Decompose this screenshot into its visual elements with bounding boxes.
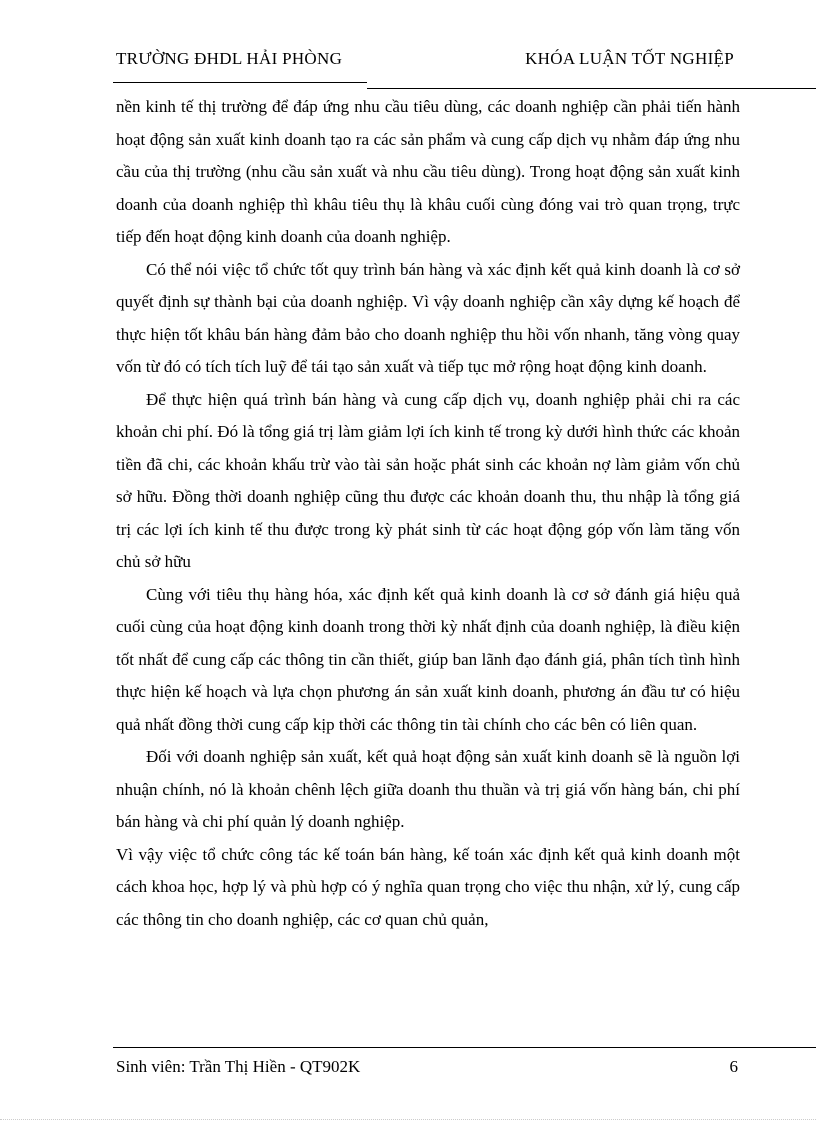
- body-text: [116, 91, 740, 936]
- paragraph: Vì vậy việc tổ chức công tác kế toán bán hàng, kế toán xác định kết quả kinh doanh một cách khoa học, hợp lý và phù hợp có ý nghĩa quan trọng cho việc thu nhận, xử lý, cung cấp các thông tin cho doanh nghiệp, các cơ quan chủ quản,: [116, 844, 740, 929]
- header-rule-left: [113, 82, 367, 83]
- page-edge-divider: [0, 1119, 816, 1120]
- footer-rule: [113, 1047, 816, 1048]
- header-rule-right: [367, 88, 816, 89]
- paragraph: Có thể nói việc tổ chức tốt quy trình bán hàng và xác định kết quả kinh doanh là cơ sở quyết định sự thành bại của doanh nghiệp. Vì vậy doanh nghiệp cần xây dựng kế hoạch để thực hiện tốt khâu bán hàng đảm bảo cho doanh nghiệp thu hồi vốn nhanh, tăng vòng quay vốn từ đó có tích tích luỹ để tái tạo sản xuất và tiếp tục mở rộng hoạt động kinh doanh.: [116, 259, 740, 376]
- header-document-type: KHÓA LUẬN TỐT NGHIỆP: [525, 49, 734, 68]
- paragraph-continuation: nền kinh tế thị trường để đáp ứng nhu cầu tiêu dùng, các doanh nghiệp cần phải tiến hành hoạt động sản xuất kinh doanh tạo ra các sản phẩm và cung cấp dịch vụ nhằm đáp ứng nhu cầu của thị trường (nhu cầu sản xuất và nhu cầu tiêu dùng). Trong hoạt động sản xuất kinh doanh của doanh nghiệp thì khâu tiêu thụ là khâu cuối cùng đóng vai trò quan trọng, trực tiếp đến hoạt động kinh doanh của doanh nghiệp.: [116, 97, 740, 246]
- paragraph: Cùng với tiêu thụ hàng hóa, xác định kết quả kinh doanh là cơ sở đánh giá hiệu quả cuối cùng của hoạt động kinh doanh trong thời kỳ nhất định của doanh nghiệp, là điều kiện tốt nhất để cung cấp các thông tin cần thiết, giúp ban lãnh đạo đánh giá, phân tích tình hình thực hiện kế hoạch và lựa chọn phương án sản xuất kinh doanh, phương án đầu tư có hiệu quả nhất đồng thời cung cấp kịp thời các thông tin tài chính cho các bên có liên quan.: [116, 584, 740, 734]
- paragraph: Đối với doanh nghiệp sản xuất, kết quả hoạt động sản xuất kinh doanh sẽ là nguồn lợi nhuận chính, nó là khoản chênh lệch giữa doanh thu thuần và trị giá vốn hàng bán, chi phí bán hàng và chi phí quản lý doanh nghiệp.: [116, 747, 740, 831]
- header-school-name: TRƯỜNG ĐHDL HẢI PHÒNG: [116, 49, 343, 68]
- page-number: 6: [729, 1057, 738, 1076]
- paragraph: Để thực hiện quá trình bán hàng và cung cấp dịch vụ, doanh nghiệp phải chi ra các khoản chi phí. Đó là tổng giá trị làm giảm lợi ích kinh tế trong kỳ dưới hình thức các khoản tiền đã chi, các khoản khấu trừ vào tài sản hoặc phát sinh các khoản nợ làm giảm vốn chủ sở hữu. Đồng thời doanh nghiệp cũng thu được các khoản doanh thu, thu nhập là tổng giá trị các lợi ích kinh tế thu được trong kỳ phát sinh từ các hoạt động góp vốn làm tăng vốn chủ sở hữu: [116, 389, 740, 571]
- footer-student-info: Sinh viên: Trần Thị Hiền - QT902K: [116, 1057, 361, 1076]
